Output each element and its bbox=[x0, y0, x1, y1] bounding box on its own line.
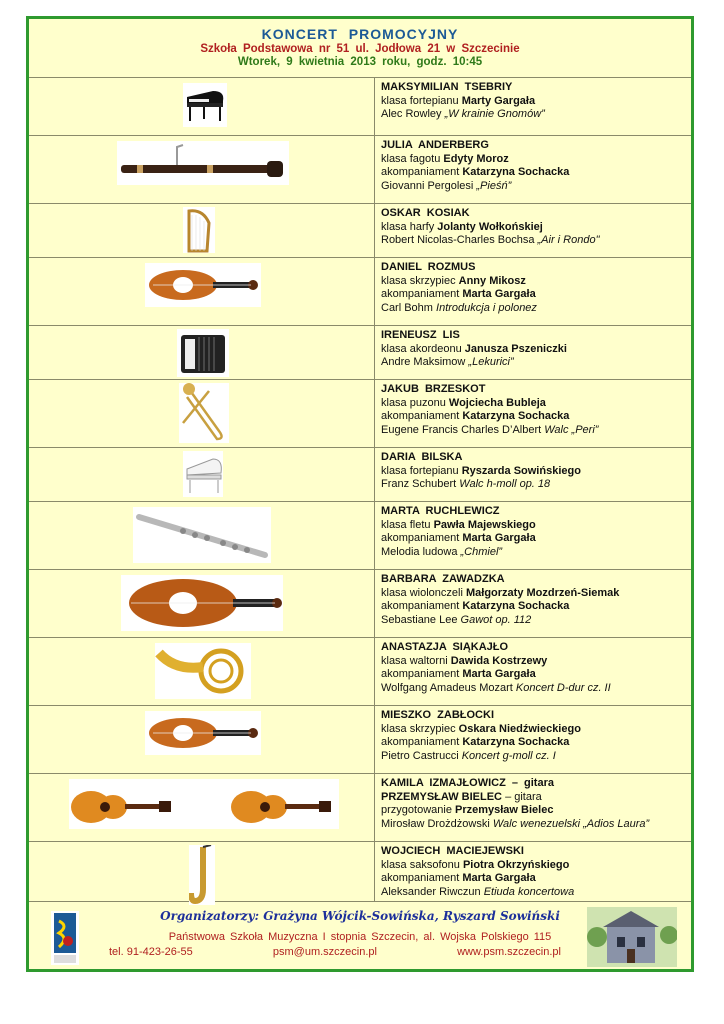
piece-title: Walc wenezuelski „Adios Laura” bbox=[492, 817, 650, 830]
bold-text: Edyty Moroz bbox=[443, 152, 509, 165]
bold-text: Marta Gargała bbox=[462, 288, 536, 300]
date-line: Wtorek, 9 kwietnia 2013 roku, godz. 10:45 bbox=[237, 56, 483, 68]
bold-text: KAMILA IZMAJŁOWICZ bbox=[381, 777, 506, 789]
performer-name bbox=[381, 207, 687, 221]
performer-row bbox=[29, 135, 691, 204]
text: klasa akordeonu bbox=[381, 342, 465, 355]
piece-title: Gawot op. 112 bbox=[460, 613, 532, 626]
text: Sebastiane Lee bbox=[381, 613, 461, 626]
accordion-icon bbox=[177, 329, 229, 377]
performer-detail bbox=[381, 519, 687, 533]
trombone-icon bbox=[179, 383, 229, 443]
text: Franz Schubert bbox=[381, 478, 460, 490]
text: Aleksander Riwczun bbox=[381, 885, 484, 898]
performer-detail bbox=[381, 587, 687, 601]
performer-detail bbox=[381, 356, 687, 370]
bold-text: Marta Gargała bbox=[462, 532, 536, 544]
instrument-cell bbox=[29, 447, 375, 501]
bold-text: WOJCIECH MACIEJEWSKI bbox=[381, 845, 524, 857]
performer-detail bbox=[381, 302, 687, 316]
bold-text: MARTA RUCHLEWICZ bbox=[381, 505, 500, 517]
piece-title: „Air i Rondo" bbox=[537, 234, 600, 246]
french-horn-icon bbox=[155, 643, 251, 699]
performer-detail bbox=[381, 180, 687, 194]
performer-name bbox=[381, 845, 687, 859]
text: akompaniament bbox=[381, 410, 463, 422]
performer-info bbox=[381, 777, 687, 831]
bold-text: ANASTAZJA SIĄKAJŁO bbox=[381, 641, 509, 653]
text: klasa puzonu bbox=[381, 396, 449, 409]
bold-text: IRENEUSZ LIS bbox=[381, 329, 460, 341]
performer-name bbox=[381, 709, 687, 723]
text: przygotowanie bbox=[381, 804, 455, 816]
bold-text: Oskara Niedźwieckiego bbox=[458, 722, 581, 735]
performer-detail bbox=[381, 668, 687, 682]
bold-text: Katarzyna Sochacka bbox=[462, 410, 570, 422]
bold-text: MIESZKO ZABŁOCKI bbox=[381, 709, 494, 721]
school-building-photo bbox=[587, 907, 677, 967]
performer-info bbox=[381, 383, 687, 437]
performer-info bbox=[381, 451, 687, 492]
website-link[interactable]: www.psm.szczecin.pl bbox=[457, 946, 561, 958]
performer-info bbox=[381, 505, 687, 559]
piece-title: „Pieśń” bbox=[476, 179, 512, 192]
contact-line bbox=[109, 946, 561, 958]
instrument-cell bbox=[29, 569, 375, 637]
performer-detail bbox=[381, 397, 687, 411]
concert-title: KONCERT PROMOCYJNY bbox=[261, 26, 459, 42]
performer-detail bbox=[381, 532, 687, 546]
performer-detail bbox=[381, 465, 687, 479]
instrument-cell bbox=[29, 257, 375, 325]
performer-detail bbox=[381, 478, 687, 492]
instrument-cell bbox=[29, 379, 375, 447]
text: Mirosław Drożdżowski bbox=[381, 817, 493, 830]
performer-detail bbox=[381, 804, 687, 818]
performer-info bbox=[381, 573, 687, 627]
violin-icon bbox=[145, 263, 261, 307]
phone: tel. 91-423-26-55 bbox=[109, 946, 193, 958]
text: Carl Bohm bbox=[381, 301, 437, 314]
guitar-icon bbox=[69, 779, 339, 829]
performer-info bbox=[381, 207, 687, 248]
performer-detail bbox=[381, 818, 687, 832]
performer-name bbox=[381, 641, 687, 655]
instrument-cell bbox=[29, 325, 375, 379]
performer-row bbox=[29, 773, 691, 842]
performer-detail bbox=[381, 600, 687, 614]
performer-name bbox=[381, 329, 687, 343]
performer-name bbox=[381, 451, 687, 465]
text: klasa skrzypiec bbox=[381, 274, 459, 287]
bold-text: DARIA BILSKA bbox=[381, 451, 463, 463]
grand-piano-icon bbox=[183, 83, 227, 127]
instrument-cell bbox=[29, 501, 375, 569]
text: Alec Rowley bbox=[381, 108, 445, 120]
bold-text: Katarzyna Sochacka bbox=[462, 166, 570, 178]
performer-detail bbox=[381, 546, 687, 560]
performer-name bbox=[381, 81, 687, 95]
violin-icon bbox=[145, 711, 261, 755]
piece-title: Etiuda koncertowa bbox=[483, 885, 575, 898]
instrument-cell bbox=[29, 135, 375, 203]
text: akompaniament bbox=[381, 600, 463, 612]
bold-text: JULIA ANDERBERG bbox=[381, 139, 489, 151]
performer-info bbox=[381, 139, 687, 193]
bold-text: Katarzyna Sochacka bbox=[462, 600, 570, 612]
performer-detail bbox=[381, 886, 687, 900]
performer-info bbox=[381, 641, 687, 695]
performer-detail bbox=[381, 655, 687, 669]
bold-text: Ryszarda Sowińskiego bbox=[461, 464, 581, 477]
bold-text: DANIEL ROZMUS bbox=[381, 261, 476, 273]
instrument-cell bbox=[29, 841, 375, 901]
performer-detail bbox=[381, 108, 687, 122]
performer-info bbox=[381, 261, 687, 315]
school-address: Państwowa Szkoła Muzyczna I stopnia Szczecin, al. Wojska Polskiego 115 bbox=[168, 931, 552, 943]
instrument-cell bbox=[29, 203, 375, 257]
performer-name bbox=[381, 573, 687, 587]
performer-detail bbox=[381, 288, 687, 302]
performer-detail bbox=[381, 221, 687, 235]
bold-text: MAKSYMILIAN TSEBRIY bbox=[381, 81, 513, 93]
performer-name bbox=[381, 505, 687, 519]
performer-info bbox=[381, 709, 687, 763]
piece-title: Walc h-moll op. 18 bbox=[459, 478, 551, 490]
performer-detail bbox=[381, 614, 687, 628]
text: Giovanni Pergolesi bbox=[381, 179, 477, 192]
performer-row bbox=[29, 501, 691, 570]
bold-text: Marty Gargała bbox=[461, 94, 536, 107]
bold-text: Anny Mikosz bbox=[458, 274, 526, 287]
performer-detail bbox=[381, 410, 687, 424]
text: Pietro Castrucci bbox=[381, 749, 462, 762]
piece-title: Koncert D-dur cz. II bbox=[515, 681, 611, 694]
text: akompaniament bbox=[381, 288, 463, 300]
bold-text: Małgorzaty Mozdrzeń-Siemak bbox=[465, 586, 620, 599]
venue-line: Szkoła Podstawowa nr 51 ul. Jodłowa 21 w Szczecinie bbox=[200, 43, 520, 55]
performer-row bbox=[29, 841, 691, 902]
instrument-cell bbox=[29, 705, 375, 773]
text: akompaniament bbox=[381, 736, 463, 748]
performer-row bbox=[29, 325, 691, 380]
performer-row bbox=[29, 705, 691, 774]
text: klasa saksofonu bbox=[381, 858, 463, 871]
performer-detail bbox=[381, 791, 687, 805]
performer-detail bbox=[381, 343, 687, 357]
organizers: Organizatorzy: Grażyna Wójcik-Sowińska, Ryszard Sowiński bbox=[160, 909, 560, 923]
performer-detail bbox=[381, 166, 687, 180]
performer-detail bbox=[381, 234, 687, 248]
bold-text: Dawida Kostrzewy bbox=[450, 654, 548, 667]
text: Eugene Francis Charles D’Albert bbox=[381, 423, 545, 436]
performer-info bbox=[381, 845, 687, 899]
performer-info bbox=[381, 81, 687, 122]
bold-text: JAKUB BRZESKOT bbox=[381, 383, 486, 395]
text: akompaniament bbox=[381, 532, 463, 544]
performer-row bbox=[29, 569, 691, 638]
bold-text: Piotra Okrzyńskiego bbox=[462, 858, 570, 871]
piece-title: Introdukcja i polonez bbox=[436, 301, 537, 314]
performer-row bbox=[29, 203, 691, 258]
text: klasa wiolonczeli bbox=[381, 586, 466, 599]
instrument-cell bbox=[29, 77, 375, 135]
text: klasa fagotu bbox=[381, 152, 444, 165]
performer-name bbox=[381, 777, 687, 791]
performer-detail bbox=[381, 153, 687, 167]
text: akompaniament bbox=[381, 872, 463, 884]
piece-title: Walc „Peri” bbox=[544, 423, 599, 436]
saxophone-icon bbox=[189, 845, 215, 905]
piece-title: „W krainie Gnomów” bbox=[444, 108, 545, 120]
text: klasa skrzypiec bbox=[381, 722, 459, 735]
text: klasa harfy bbox=[381, 220, 438, 233]
program-header bbox=[29, 19, 691, 78]
program-footer bbox=[29, 901, 691, 969]
text: akompaniament bbox=[381, 668, 463, 680]
bold-text: Marta Gargała bbox=[462, 872, 536, 884]
text: Andre Maksimow bbox=[381, 356, 469, 368]
performer-detail bbox=[381, 859, 687, 873]
performer-detail bbox=[381, 682, 687, 696]
instrument-cell bbox=[29, 773, 375, 841]
bold-text: BARBARA ZAWADZKA bbox=[381, 573, 505, 585]
bold-text: Janusza Pszeniczki bbox=[464, 342, 567, 355]
text: klasa fortepianu bbox=[381, 94, 462, 107]
performer-detail bbox=[381, 750, 687, 764]
performer-info bbox=[381, 329, 687, 370]
bold-text: Marta Gargała bbox=[462, 668, 536, 680]
performer-detail bbox=[381, 424, 687, 438]
bold-text: PRZEMYSŁAW BIELEC bbox=[381, 790, 503, 803]
performer-detail bbox=[381, 723, 687, 737]
performer-detail bbox=[381, 736, 687, 750]
bold-text: Jolanty Wołkońskiej bbox=[437, 220, 543, 233]
piece-title: „Lekurici” bbox=[468, 356, 514, 368]
text: Melodia ludowa bbox=[381, 545, 461, 558]
performer-detail bbox=[381, 275, 687, 289]
text: klasa fletu bbox=[381, 518, 434, 531]
text: – gitara bbox=[502, 790, 542, 803]
instrument-cell bbox=[29, 637, 375, 705]
program-frame bbox=[26, 16, 694, 972]
bold-text: Przemysław Bielec bbox=[455, 804, 554, 816]
text: klasa fortepianu bbox=[381, 464, 462, 477]
performer-row bbox=[29, 77, 691, 136]
performer-detail bbox=[381, 872, 687, 886]
cello-icon bbox=[121, 575, 283, 631]
performer-name bbox=[381, 139, 687, 153]
performer-detail bbox=[381, 95, 687, 109]
text: klasa waltorni bbox=[381, 654, 451, 667]
bold-text: Katarzyna Sochacka bbox=[462, 736, 570, 748]
email-link[interactable]: psm@um.szczecin.pl bbox=[272, 946, 377, 958]
text: Wolfgang Amadeus Mozart bbox=[381, 681, 516, 694]
bassoon-icon bbox=[117, 141, 289, 185]
flute-icon bbox=[133, 507, 271, 563]
bold-text: Wojciecha Bubleja bbox=[448, 396, 546, 409]
piece-title: „Chmiel” bbox=[460, 545, 503, 558]
piece-title: Koncert g-moll cz. I bbox=[461, 749, 556, 762]
bold-text: OSKAR KOSIAK bbox=[381, 207, 470, 219]
performer-row bbox=[29, 257, 691, 326]
performer-name bbox=[381, 383, 687, 397]
harp-icon bbox=[183, 207, 215, 253]
performer-name bbox=[381, 261, 687, 275]
bold-text: Pawła Majewskiego bbox=[433, 518, 536, 531]
text: akompaniament bbox=[381, 166, 463, 178]
performer-row bbox=[29, 447, 691, 502]
text: – gitara bbox=[505, 777, 554, 789]
performer-row bbox=[29, 379, 691, 448]
white-piano-icon bbox=[183, 451, 223, 497]
performer-row bbox=[29, 637, 691, 706]
text: Robert Nicolas-Charles Bochsa bbox=[381, 234, 538, 246]
